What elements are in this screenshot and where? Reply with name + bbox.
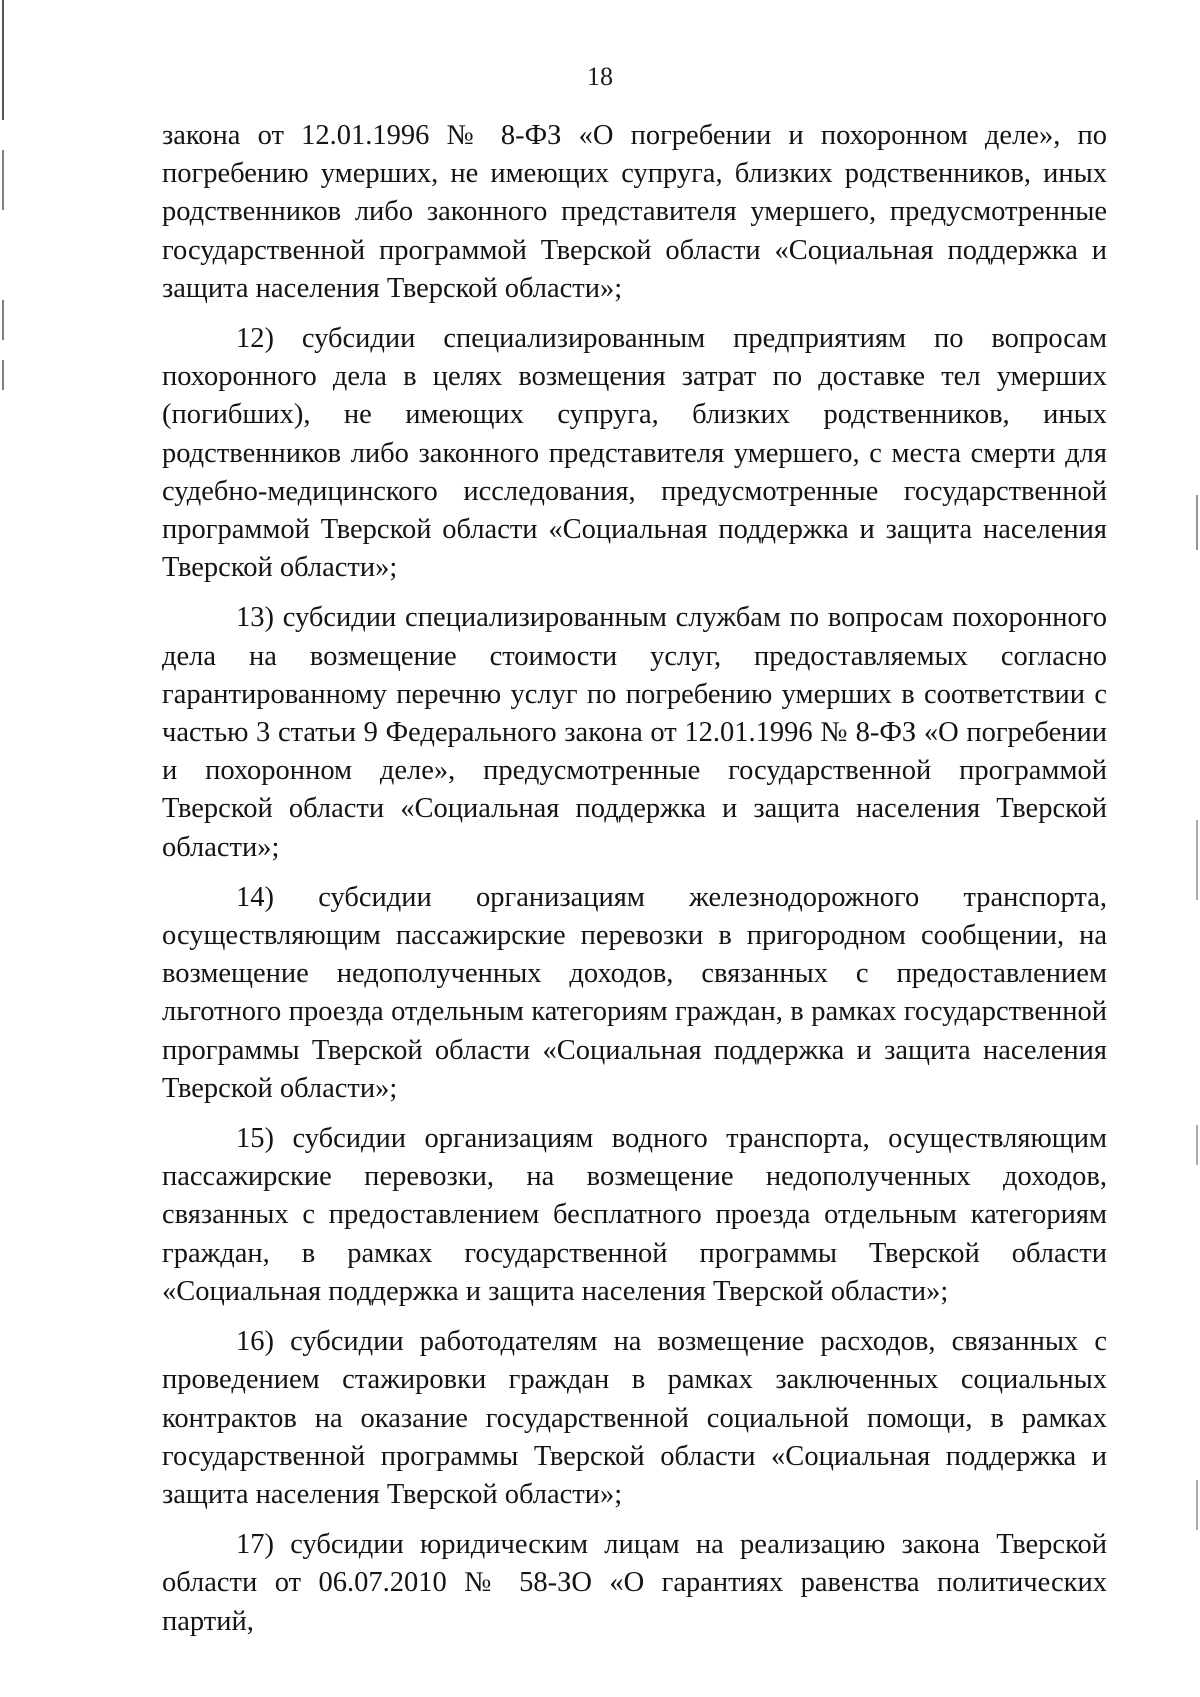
scan-edge-mark bbox=[1196, 495, 1198, 550]
paragraph-item-17: 17) субсидии юридическим лицам на реализацию закона Тверской области от 06.07.2010 № 58-ЗО «О гарантиях равенства политических партий, bbox=[162, 1529, 1107, 1637]
scan-edge-mark bbox=[1196, 1480, 1198, 1530]
scan-edge-mark bbox=[2, 360, 4, 390]
scan-edge-mark bbox=[1196, 1125, 1198, 1165]
scan-edge-mark bbox=[2, 0, 4, 120]
scan-edge-mark bbox=[2, 300, 4, 340]
paragraph-item-16: 16) субсидии работодателям на возмещение расходов, связанных с проведением стажировки граждан в рамках заключенных социальных контрактов на оказание государственной социальной помощи, в рамках государственной программы Тверской области «Социальная поддержка и защита населения Тверской области»; bbox=[162, 1326, 1107, 1510]
paragraph-item-13: 13) субсидии специализированным службам по вопросам похоронного дела на возмещение стоимости услуг, предоставляемых согласно гарантированному перечню услуг по погребению умерших в соответствии с частью 3 статьи 9 Федерального закона от 12.01.1996 № 8-ФЗ «О погребении и похоронном деле», предусмотренные государственной программой Тверской области «Социальная поддержка и защита населения Тверской области»; bbox=[162, 602, 1107, 863]
paragraph-item-15: 15) субсидии организациям водного транспорта, осуществляющим пассажирские перевозки, на возмещение недополученных доходов, связанных с предоставлением бесплатного проезда отдельным категориям граждан, в рамках государственной программы Тверской области «Социальная поддержка и защита населения Тверской области»; bbox=[162, 1123, 1107, 1307]
scan-edge-mark bbox=[1196, 820, 1198, 900]
document-body bbox=[162, 117, 1107, 1653]
paragraph-item-14: 14) субсидии организациям железнодорожного транспорта, осуществляющим пассажирские перевозки в пригородном сообщении, на возмещение недополученных доходов, связанных с предоставлением льготного проезда отдельным категориям граждан, в рамках государственной программы Тверской области «Социальная поддержка и защита населения Тверской области»; bbox=[162, 881, 1107, 1104]
scan-edge-mark bbox=[2, 150, 4, 210]
page-number: 18 bbox=[587, 62, 613, 91]
paragraph-item-12: 12) субсидии специализированным предприятиям по вопросам похоронного дела в целях возмещения затрат по доставке тел умерших (погибших), не имеющих супруга, близких родственников, иных родственников либо законного представителя умершего, с места смерти для судебно-медицинского исследования, предусмотренные государственной программой Тверской области «Социальная поддержка и защита населения Тверской области»; bbox=[162, 323, 1107, 584]
paragraph-continuation: закона от 12.01.1996 № 8-ФЗ «О погребении и похоронном деле», по погребению умерших, не имеющих супруга, близких родственников, иных родственников либо законного представителя умершего, предусмотренные государственной программой Тверской области «Социальная поддержка и защита населения Тверской области»; bbox=[162, 120, 1107, 304]
